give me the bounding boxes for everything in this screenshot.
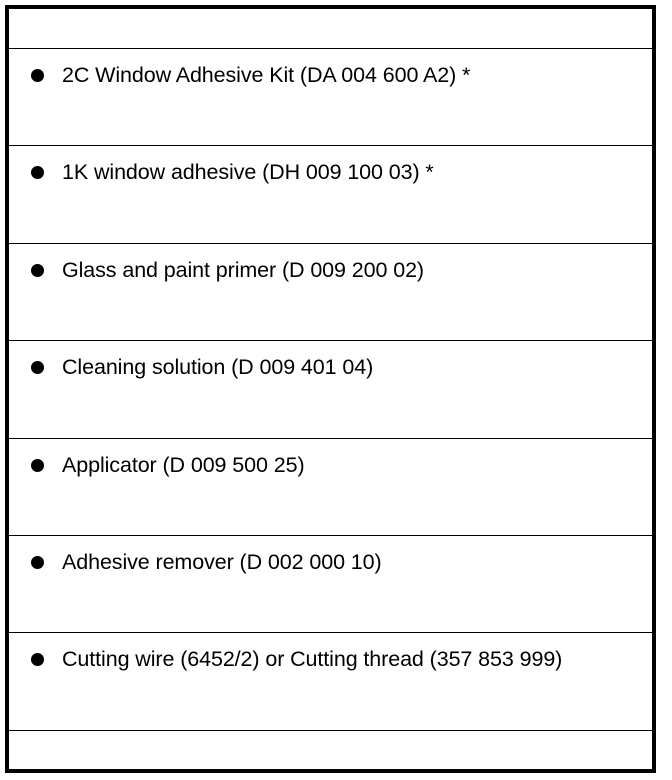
divider <box>9 730 652 731</box>
list-item-label: Cleaning solution (D 009 401 04) <box>62 355 374 379</box>
divider <box>9 632 652 633</box>
divider <box>9 243 652 244</box>
divider <box>9 340 652 341</box>
list-item-label: 2C Window Adhesive Kit (DA 004 600 A2) * <box>62 63 471 87</box>
bullet-icon <box>31 556 44 569</box>
list-item-label: Adhesive remover (D 002 000 10) <box>62 550 382 574</box>
list-item-label: 1K window adhesive (DH 009 100 03) * <box>62 160 434 184</box>
bullet-icon <box>31 653 44 666</box>
list-item-label: Applicator (D 009 500 25) <box>62 453 305 477</box>
divider <box>9 145 652 146</box>
divider <box>9 535 652 536</box>
bullet-icon <box>31 69 44 82</box>
bullet-icon <box>31 361 44 374</box>
list-item-label: Cutting wire (6452/2) or Cutting thread (357 853 999) <box>62 647 563 671</box>
materials-list-frame <box>5 5 656 773</box>
bullet-icon <box>31 459 44 472</box>
bullet-icon <box>31 264 44 277</box>
list-item-label: Glass and paint primer (D 009 200 02) <box>62 258 424 282</box>
bullet-icon <box>31 166 44 179</box>
divider <box>9 48 652 49</box>
divider <box>9 438 652 439</box>
